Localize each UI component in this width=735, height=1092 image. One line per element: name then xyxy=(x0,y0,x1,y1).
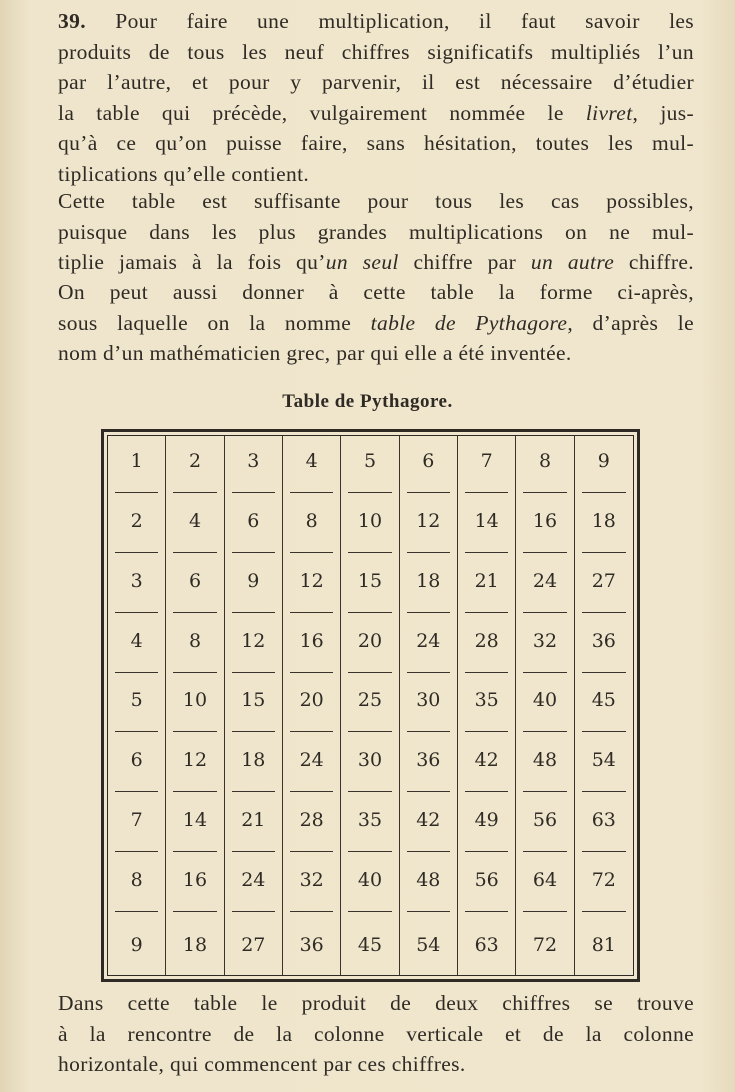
cell-value: 21 xyxy=(474,569,499,592)
paragraph-4 xyxy=(58,988,694,1080)
table-cell xyxy=(166,556,224,616)
pythagoras-table xyxy=(101,429,640,982)
text-span: sous laquelle on la nomme xyxy=(58,310,371,335)
table-cell xyxy=(575,556,633,616)
text-span: chiffre par xyxy=(398,250,531,274)
cell-value: 28 xyxy=(299,809,324,832)
table-cell xyxy=(283,556,341,616)
text-line: Dans cette table le produit de deux chiffres se trouve xyxy=(58,991,694,1015)
text-span: chiffre. xyxy=(614,250,694,274)
cell-value: 56 xyxy=(532,809,558,832)
table-cell xyxy=(516,915,574,975)
table-cell xyxy=(225,795,283,855)
cell-value: 6 xyxy=(188,569,202,592)
table-cell xyxy=(400,735,458,795)
table-cell xyxy=(225,496,283,556)
cell-value: 14 xyxy=(474,509,499,532)
cell-value: 2 xyxy=(130,509,143,532)
table-cell xyxy=(283,855,341,915)
cell-value: 12 xyxy=(241,629,266,652)
cell-value: 40 xyxy=(357,869,383,892)
table-cell xyxy=(283,676,341,736)
table-cell xyxy=(166,496,224,556)
cell-value: 10 xyxy=(357,509,383,532)
table-cell xyxy=(166,616,224,676)
table-cell xyxy=(341,676,399,736)
table-cell xyxy=(283,436,341,496)
table-cell xyxy=(575,496,633,556)
table-cell xyxy=(458,676,516,736)
cell-value: 9 xyxy=(247,569,260,592)
table-cell xyxy=(516,556,574,616)
cell-value: 54 xyxy=(416,934,441,957)
cell-value: 28 xyxy=(474,629,499,652)
cell-value: 32 xyxy=(532,629,558,652)
table-cell xyxy=(400,915,458,975)
table-cell xyxy=(225,436,283,496)
text-span: , jus- xyxy=(632,100,694,125)
table-cell xyxy=(225,855,283,915)
table-cell xyxy=(341,855,399,915)
cell-value: 1 xyxy=(130,449,143,472)
table-cell xyxy=(225,915,283,975)
cell-value: 35 xyxy=(474,689,499,712)
table-cell xyxy=(225,556,283,616)
table-cell xyxy=(575,855,633,915)
cell-value: 27 xyxy=(591,569,616,592)
cell-value: 15 xyxy=(241,689,266,712)
cell-value: 12 xyxy=(416,509,441,532)
table-cell xyxy=(458,735,516,795)
cell-value: 4 xyxy=(188,509,202,532)
cell-value: 4 xyxy=(130,629,143,652)
cell-value: 7 xyxy=(480,449,493,472)
text-line xyxy=(58,308,694,339)
cell-value: 81 xyxy=(591,934,616,957)
table-grid xyxy=(107,435,634,976)
table-cell xyxy=(166,915,224,975)
cell-value: 3 xyxy=(130,569,143,592)
table-cell xyxy=(283,735,341,795)
table-cell xyxy=(341,436,399,496)
table-cell xyxy=(283,496,341,556)
table-cell xyxy=(283,616,341,676)
cell-value: 40 xyxy=(532,689,558,712)
italic-term: un autre xyxy=(530,250,615,274)
cell-value: 14 xyxy=(182,809,208,832)
cell-value: 42 xyxy=(416,809,441,832)
cell-value: 49 xyxy=(474,809,499,832)
table-cell xyxy=(575,676,633,736)
cell-value: 8 xyxy=(305,509,318,532)
italic-term: livret xyxy=(585,100,633,125)
table-cell xyxy=(516,676,574,736)
cell-value: 18 xyxy=(416,569,441,592)
table-cell xyxy=(341,915,399,975)
cell-value: 36 xyxy=(591,629,616,652)
cell-value: 18 xyxy=(241,749,266,772)
text-line xyxy=(58,247,694,278)
table-cell xyxy=(575,616,633,676)
text-line: horizontale, qui commencent par ces chiffres. xyxy=(58,1052,466,1076)
table-caption: Table de Pythagore. xyxy=(282,391,453,412)
text-line: produits de tous les neuf chiffres significatifs multipliés l’un xyxy=(58,39,694,64)
text-line: qu’à ce qu’on puisse faire, sans hésitation, toutes les mul- xyxy=(58,131,694,155)
cell-value: 36 xyxy=(299,934,324,957)
table-cell xyxy=(108,735,166,795)
cell-value: 9 xyxy=(597,449,610,472)
cell-value: 64 xyxy=(532,869,558,892)
cell-value: 54 xyxy=(591,749,616,772)
cell-value: 25 xyxy=(357,689,383,712)
text-line xyxy=(58,98,694,129)
table-cell xyxy=(108,915,166,975)
text-line: à la rencontre de la colonne verticale et de la colonne xyxy=(58,1021,694,1046)
cell-value: 20 xyxy=(357,629,383,652)
table-cell xyxy=(458,795,516,855)
table-cell xyxy=(225,735,283,795)
cell-value: 9 xyxy=(130,934,143,957)
table-cell xyxy=(225,676,283,736)
table-cell xyxy=(400,556,458,616)
cell-value: 30 xyxy=(357,749,383,772)
cell-value: 18 xyxy=(591,509,616,532)
cell-value: 6 xyxy=(130,749,143,772)
table-cell xyxy=(108,795,166,855)
cell-value: 63 xyxy=(591,809,616,832)
italic-term: un seul xyxy=(325,250,399,274)
cell-value: 45 xyxy=(591,689,616,712)
table-cell xyxy=(575,795,633,855)
table-cell xyxy=(166,735,224,795)
text-span: , d’après le xyxy=(567,310,694,335)
text-line: par l’autre, et pour y parvenir, il est nécessaire d’étudier xyxy=(58,70,694,94)
cell-value: 21 xyxy=(241,809,266,832)
cell-value: 20 xyxy=(299,689,324,712)
table-cell xyxy=(400,436,458,496)
text-line: On peut aussi donner à cette table la forme ci-après, xyxy=(58,280,694,304)
table-cell xyxy=(166,436,224,496)
paragraph-3 xyxy=(58,277,694,369)
table-cell xyxy=(283,915,341,975)
table-cell xyxy=(575,436,633,496)
cell-value: 5 xyxy=(363,449,377,472)
table-cell xyxy=(400,855,458,915)
cell-value: 36 xyxy=(416,749,441,772)
table-cell xyxy=(400,496,458,556)
paragraph-number: 39. xyxy=(58,9,86,33)
cell-value: 24 xyxy=(299,749,324,772)
table-cell xyxy=(400,616,458,676)
cell-value: 15 xyxy=(357,569,383,592)
cell-value: 35 xyxy=(357,809,383,832)
table-cell xyxy=(166,676,224,736)
cell-value: 24 xyxy=(416,629,441,652)
cell-value: 48 xyxy=(532,749,558,772)
table-cell xyxy=(108,855,166,915)
text-line: Cette table est suffisante pour tous les cas possibles, xyxy=(58,189,694,213)
table-cell xyxy=(516,735,574,795)
table-cell xyxy=(458,915,516,975)
cell-value: 5 xyxy=(130,689,143,712)
cell-value: 12 xyxy=(182,749,208,772)
table-cell xyxy=(108,436,166,496)
table-cell xyxy=(108,496,166,556)
cell-value: 3 xyxy=(247,449,260,472)
cell-value: 18 xyxy=(182,934,208,957)
cell-value: 6 xyxy=(422,449,435,472)
cell-value: 72 xyxy=(591,869,616,892)
cell-value: 30 xyxy=(416,689,441,712)
table-cell xyxy=(458,496,516,556)
table-cell xyxy=(516,855,574,915)
cell-value: 63 xyxy=(474,934,499,957)
table-cell xyxy=(575,915,633,975)
cell-value: 16 xyxy=(299,629,324,652)
cell-value: 8 xyxy=(188,629,202,652)
table-cell xyxy=(575,735,633,795)
text-span: la table qui précède, vulgairement nommée le xyxy=(58,100,586,125)
cell-value: 2 xyxy=(188,449,202,472)
cell-value: 72 xyxy=(532,934,558,957)
table-cell xyxy=(516,436,574,496)
table-cell xyxy=(341,616,399,676)
text-line: tiplications qu’elle contient. xyxy=(58,161,310,186)
table-cell xyxy=(225,616,283,676)
table-cell xyxy=(341,496,399,556)
cell-value: 42 xyxy=(474,749,499,772)
cell-value: 4 xyxy=(305,449,318,472)
table-cell xyxy=(341,735,399,795)
italic-term: table de Pythagore xyxy=(370,310,568,335)
text-line: nom d’un mathématicien grec, par qui elle a été inventée. xyxy=(58,341,572,365)
cell-value: 24 xyxy=(241,869,266,892)
text-span: tiplie jamais à la fois qu’ xyxy=(58,250,326,274)
cell-value: 27 xyxy=(241,934,266,957)
table-cell xyxy=(516,496,574,556)
paragraph-2 xyxy=(58,186,694,278)
table-cell xyxy=(516,795,574,855)
table-cell xyxy=(458,855,516,915)
table-cell xyxy=(341,556,399,616)
table-cell xyxy=(400,795,458,855)
cell-value: 16 xyxy=(532,509,558,532)
table-cell xyxy=(108,616,166,676)
cell-value: 12 xyxy=(299,569,324,592)
text-line: puisque dans les plus grandes multiplications on ne mul- xyxy=(58,219,694,244)
cell-value: 16 xyxy=(182,869,208,892)
table-cell xyxy=(516,616,574,676)
cell-value: 10 xyxy=(182,689,208,712)
cell-value: 48 xyxy=(416,869,441,892)
table-cell xyxy=(458,436,516,496)
table-cell xyxy=(341,795,399,855)
cell-value: 45 xyxy=(357,934,383,957)
table-cell xyxy=(458,616,516,676)
cell-value: 24 xyxy=(532,569,558,592)
cell-value: 8 xyxy=(538,449,552,472)
table-cell xyxy=(400,676,458,736)
cell-value: 6 xyxy=(247,509,260,532)
cell-value: 56 xyxy=(474,869,499,892)
table-cell xyxy=(458,556,516,616)
cell-value: 8 xyxy=(130,869,143,892)
text-line xyxy=(58,6,694,37)
cell-value: 32 xyxy=(299,869,324,892)
table-cell xyxy=(166,795,224,855)
paragraph-39 xyxy=(58,6,694,189)
cell-value: 7 xyxy=(130,809,143,832)
text-span: Pour faire une multiplication, il faut savoir les xyxy=(115,9,695,33)
table-cell xyxy=(108,556,166,616)
table-cell xyxy=(166,855,224,915)
table-cell xyxy=(283,795,341,855)
table-cell xyxy=(108,676,166,736)
